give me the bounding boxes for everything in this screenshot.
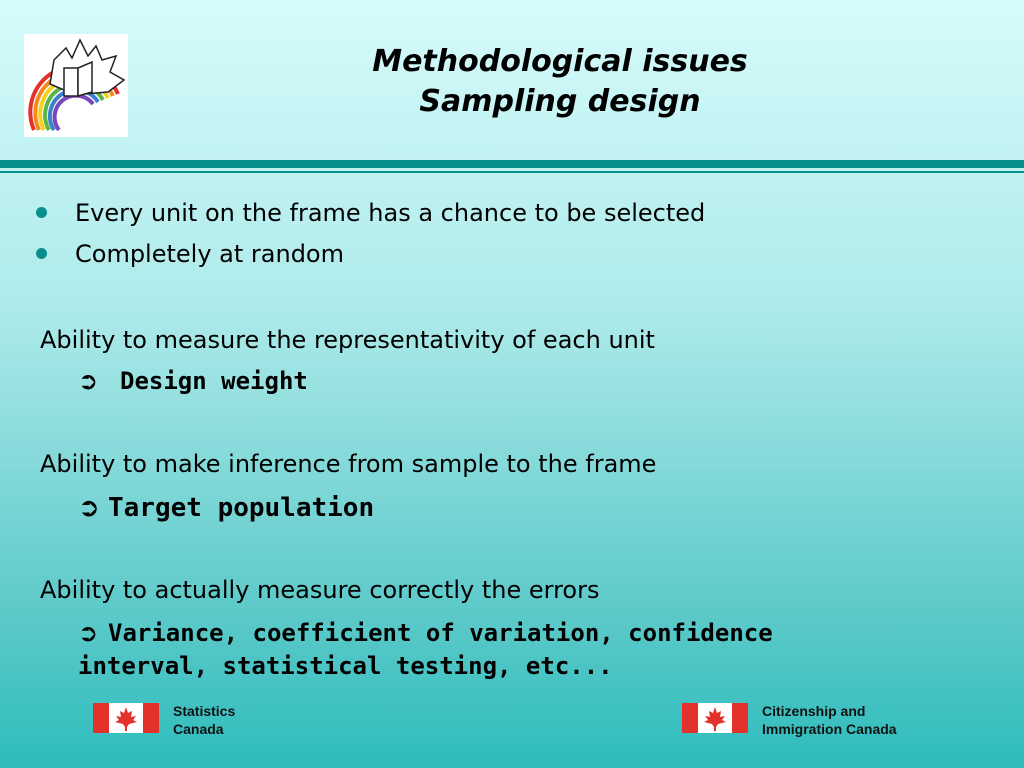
bullet-dot-icon — [36, 207, 47, 218]
title-divider-thick — [0, 160, 1024, 168]
canada-flag-icon — [682, 703, 748, 733]
canada-flag-icon — [93, 703, 159, 733]
section-text: Ability to actually measure correctly the errors — [40, 576, 600, 604]
arrow-icon: ➲ — [78, 619, 99, 647]
slide-title — [300, 42, 820, 122]
title-line-2: Sampling design — [419, 84, 701, 119]
bullet-item: Every unit on the frame has a chance to be selected — [36, 193, 705, 234]
section-result: ➲ Variance, coefficient of variation, confidence interval, statistical testing, etc... — [78, 619, 773, 680]
citizenship-logo-icon — [24, 34, 128, 137]
title-divider-thin — [0, 171, 1024, 173]
title-line-1: Methodological issues — [372, 44, 748, 79]
section-result: ➲ Design weight — [78, 367, 308, 395]
bullet-item: Completely at random — [36, 234, 705, 275]
arrow-icon: ➲ — [78, 493, 100, 523]
arrow-icon: ➲ — [78, 367, 99, 395]
section-text: Ability to make inference from sample to the frame — [40, 450, 657, 478]
bullet-list — [36, 193, 705, 275]
citizenship-immigration-canada-label: Citizenship and Immigration Canada — [762, 703, 897, 737]
bullet-dot-icon — [36, 248, 47, 259]
section-text: Ability to measure the representativity of each unit — [40, 326, 655, 354]
statistics-canada-label: Statistics Canada — [173, 703, 236, 737]
section-result: ➲ Target population — [78, 493, 375, 523]
